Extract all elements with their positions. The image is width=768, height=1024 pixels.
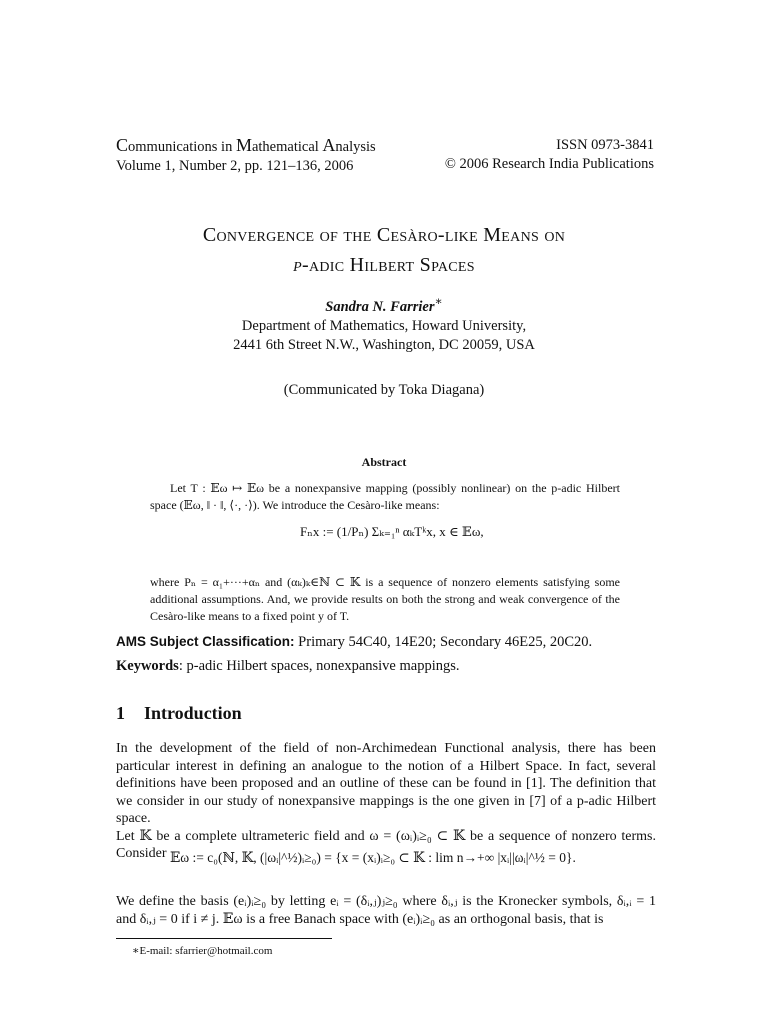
publication-info — [445, 136, 654, 174]
abstract-heading: Abstract — [361, 455, 407, 469]
ams-value: Primary 54C40, 14E20; Secondary 46E25, 20C20. — [294, 634, 593, 650]
affiliation-line-1: Department of Mathematics, Howard University, — [241, 317, 527, 334]
footnote-mark: ∗ — [434, 294, 443, 308]
author-name: Sandra N. Farrier — [325, 298, 435, 315]
ams-classification — [116, 634, 592, 651]
affiliation-line-2: 2441 6th Street N.W., Washington, DC 20059, USA — [233, 336, 535, 353]
communicated-by: (Communicated by Toka Diagana) — [283, 382, 485, 398]
keywords-label: Keywords — [116, 658, 179, 674]
title-line-1: Convergence of the Cesàro-like Means on — [202, 224, 566, 246]
copyright: © 2006 Research India Publications — [444, 156, 654, 172]
ams-label: AMS Subject Classification: — [116, 634, 295, 649]
abstract-paragraph-2: where Pₙ = α₁+···+αₙ and (αₖ)ₖ∈ℕ ⊂ 𝕂 is a sequence of nonzero elements satisfying some additional assumptions. And, we provide results on both the strong and weak convergence of the Cesàro-like means to a fixed point y of T. — [150, 575, 620, 623]
abstract-paragraph-1: Let T : 𝔼ω ↦ 𝔼ω be a nonexpansive mapping (possibly nonlinear) on the p-adic Hilbert space (𝔼ω, ‖ · ‖, ⟨·, ·⟩). We introduce the Cesàro-like means: — [150, 481, 620, 512]
footnote-rule — [116, 938, 332, 939]
basis-paragraph: We define the basis (eᵢ)ᵢ≥₀ by letting eᵢ = (δᵢ,ⱼ)ⱼ≥₀ where δᵢ,ⱼ is the Kronecker symbols, δᵢ,ᵢ = 1 and δᵢ,ⱼ = 0 if i ≠ j. 𝔼ω is a free Banach space with (eᵢ)ᵢ≥₀ as an orthogonal basis, that is — [116, 894, 656, 927]
journal-header — [116, 136, 376, 176]
footnote-email: ∗E-mail: sfarrier@hotmail.com — [132, 945, 273, 957]
intro-paragraph — [116, 740, 656, 863]
journal-name: Communications in Mathematical Analysis — [116, 135, 376, 155]
author-block — [0, 292, 768, 355]
keywords — [116, 658, 460, 675]
paper-title — [0, 220, 768, 280]
volume-info: Volume 1, Number 2, pp. 121–136, 2006 — [116, 158, 354, 174]
issn: ISSN 0973-3841 — [556, 137, 654, 153]
keywords-value: : p-adic Hilbert spaces, nonexpansive mappings. — [178, 658, 460, 674]
intro-text-1: In the development of the field of non-Archimedean Functional analysis, there has been particular interest in defining an analogue to the notion of a Hilbert Space. In fact, several definitions have been proposed and an outline of these can be found in [1]. The definition that we consider in our study of nonexpansive mappings is the one given in [7] of a p-adic Hilbert space. — [116, 741, 656, 826]
title-line-2: p-adic Hilbert Spaces — [293, 254, 475, 276]
section-heading — [116, 703, 242, 724]
section-title: Introduction — [144, 703, 242, 723]
intro-text-2: Let 𝕂 be a complete ultrameteric field and ω = (ωᵢ)ᵢ≥₀ ⊂ 𝕂 be a sequence of nonzero terms. Consider — [116, 828, 656, 861]
space-definition-formula: 𝔼ω := c₀(ℕ, 𝕂, (|ωᵢ|^½)ᵢ≥₀) = {x = (xᵢ)ᵢ≥₀ ⊂ 𝕂 : lim n→+∞ |xᵢ||ωᵢ|^½ = 0}. — [170, 850, 576, 865]
section-number: 1 — [116, 703, 125, 723]
cesaro-formula: Fₙx := (1/Pₙ) Σₖ₌₁ⁿ αₖTᵏx, x ∈ 𝔼ω, — [300, 524, 484, 539]
